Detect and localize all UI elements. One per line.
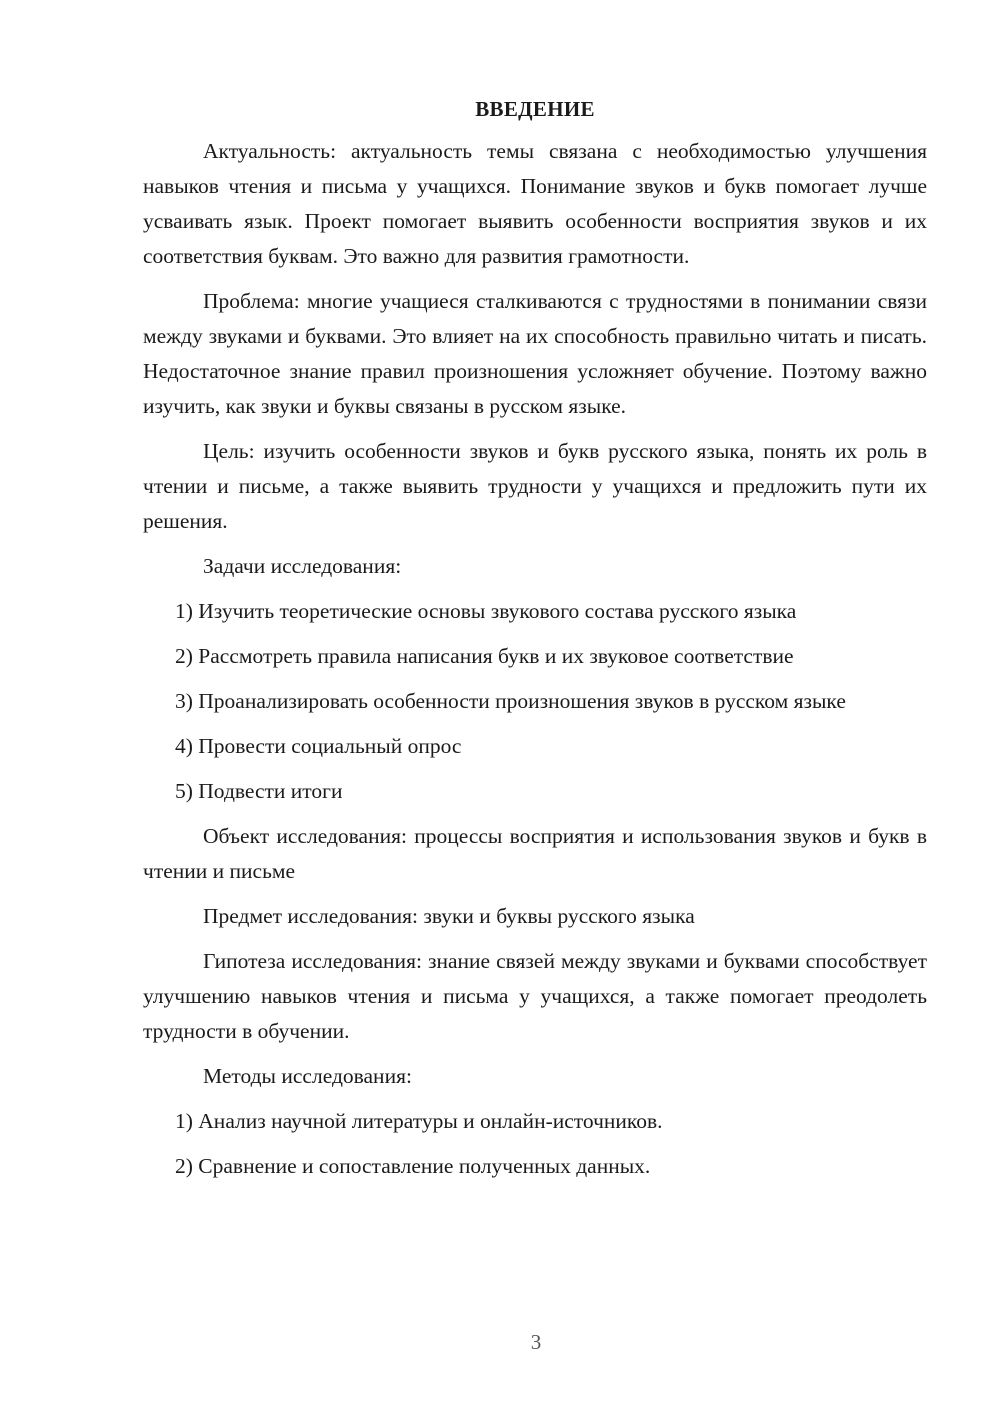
subject-paragraph: Предмет исследования: звуки и буквы русского языка xyxy=(203,904,695,928)
methods-title: Методы исследования: xyxy=(203,1064,412,1088)
task-item: 4) Провести социальный опрос xyxy=(175,734,462,758)
task-item: 3) Проанализировать особенности произношения звуков в русском языке xyxy=(175,689,846,713)
hypothesis-paragraph: Гипотеза исследования: знание связей между звуками и буквами способствует улучшению навыков чтения и письма у учащихся, а также помогает преодолеть трудности в обучении. xyxy=(143,949,927,1043)
method-item: 2) Сравнение и сопоставление полученных данных. xyxy=(175,1154,651,1178)
goal-paragraph: Цель: изучить особенности звуков и букв русского языка, понять их роль в чтении и письме, а также выявить трудности у учащихся и предложить пути их решения. xyxy=(143,439,927,533)
object-paragraph: Объект исследования: процессы восприятия и использования звуков и букв в чтении и письме xyxy=(143,824,927,883)
task-item: 2) Рассмотреть правила написания букв и их звуковое соответствие xyxy=(175,644,794,668)
page-number: 3 xyxy=(530,1330,542,1354)
task-item: 5) Подвести итоги xyxy=(175,779,343,803)
problem-paragraph: Проблема: многие учащиеся сталкиваются с трудностями в понимании связи между звуками и буквами. Это влияет на их способность правильно читать и писать. Недостаточное знание правил произношения усложняет обучение. Поэтому важно изучить, как звуки и буквы связаны в русском языке. xyxy=(143,289,927,418)
relevance-paragraph: Актуальность: актуальность темы связана с необходимостью улучшения навыков чтения и письма у учащихся. Понимание звуков и букв помогает лучше усваивать язык. Проект помогает выявить особенности восприятия звуков и их соответствия буквам. Это важно для развития грамотности. xyxy=(143,139,927,268)
task-item: 1) Изучить теоретические основы звукового состава русского языка xyxy=(175,599,797,623)
document-page xyxy=(143,92,927,1194)
tasks-title: Задачи исследования: xyxy=(203,554,402,578)
section-heading: ВВЕДЕНИЕ xyxy=(475,97,595,121)
method-item: 1) Анализ научной литературы и онлайн-источников. xyxy=(175,1109,663,1133)
